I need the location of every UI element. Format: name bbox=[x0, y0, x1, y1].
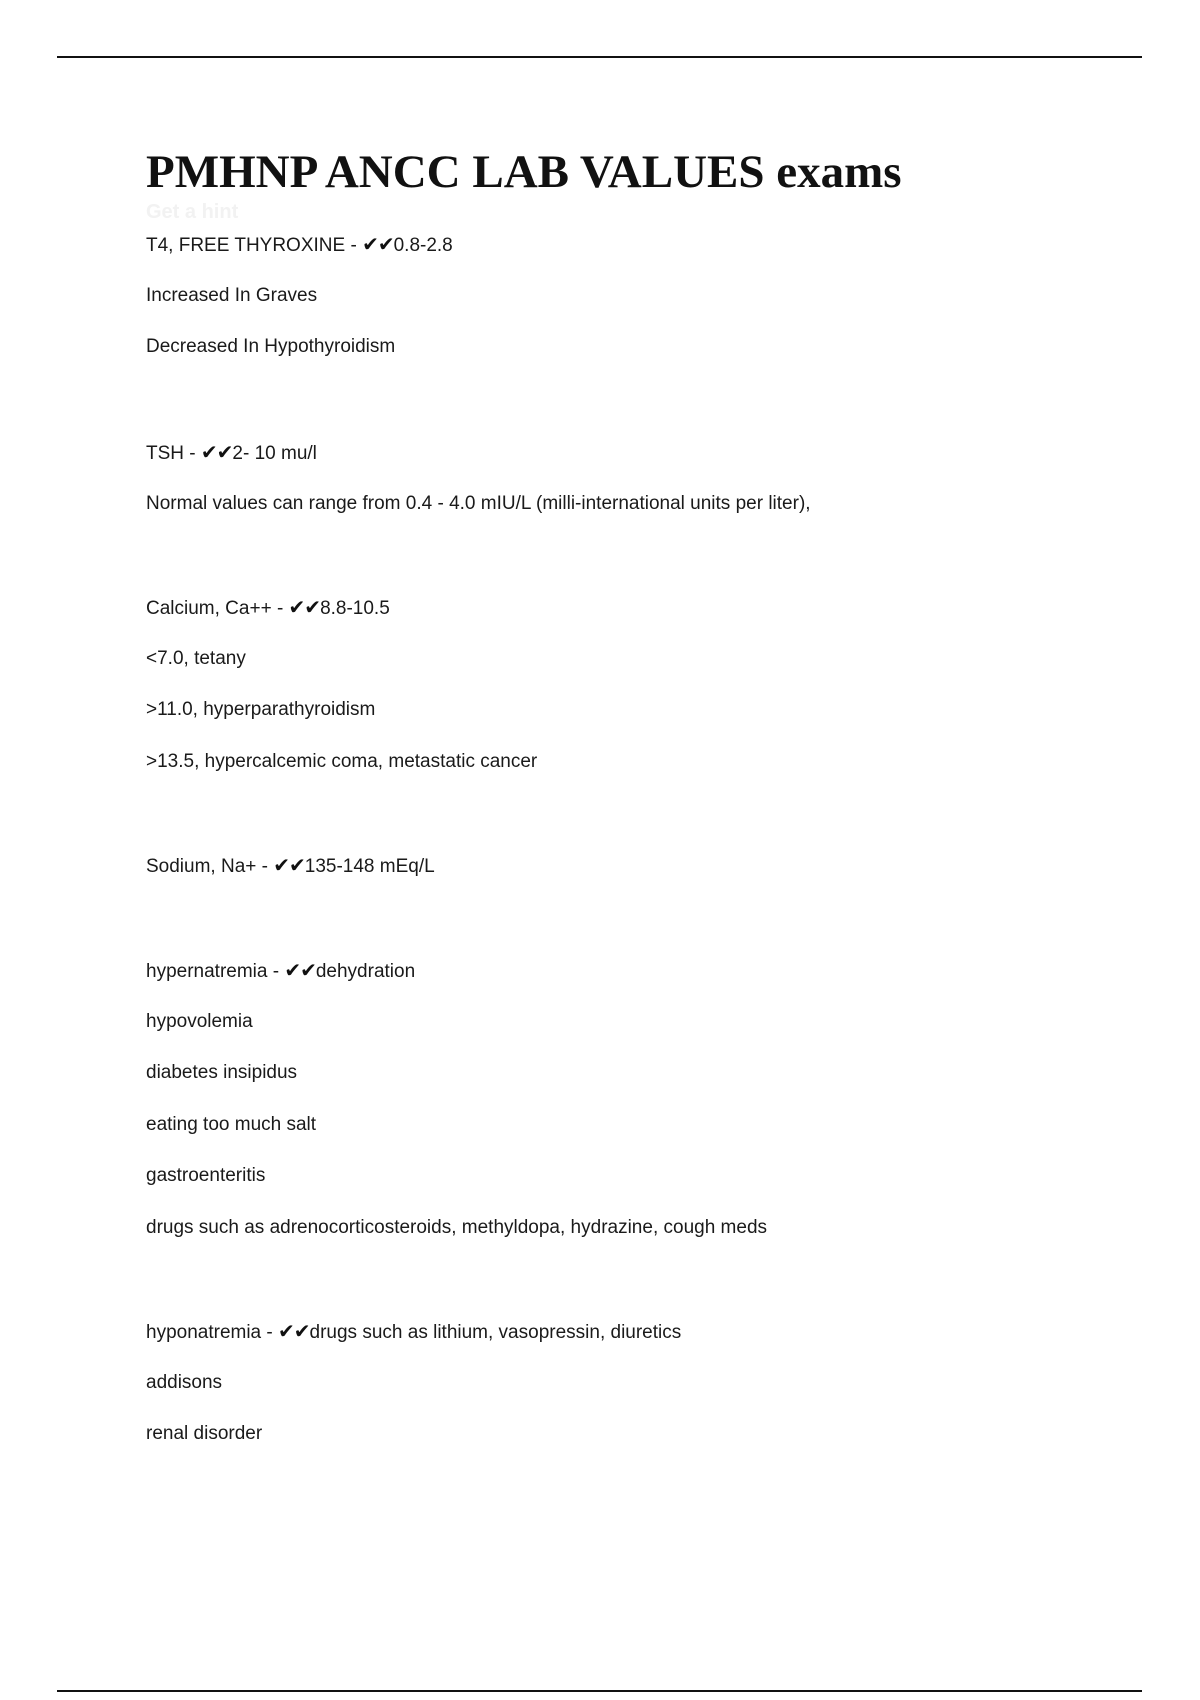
hint-watermark: Get a hint bbox=[146, 201, 239, 223]
footer-rule bbox=[57, 1690, 1142, 1692]
double-check-icon: ✔✔ bbox=[288, 595, 321, 619]
double-check-icon: ✔✔ bbox=[278, 1319, 310, 1343]
answer-text: 2- 10 mu/l bbox=[232, 443, 317, 464]
question-term: T4, FREE THYROXINE - bbox=[146, 235, 363, 256]
answer-text: dehydration bbox=[315, 961, 416, 982]
qa-line bbox=[146, 853, 435, 879]
double-check-icon: ✔✔ bbox=[200, 440, 233, 464]
qa-line bbox=[146, 595, 390, 621]
double-check-icon: ✔✔ bbox=[273, 853, 305, 877]
qa-line bbox=[146, 1319, 681, 1345]
qa-line bbox=[146, 232, 453, 258]
double-check-icon: ✔✔ bbox=[362, 232, 394, 256]
detail-line: Normal values can range from 0.4 - 4.0 mIU/L (milli-international units per liter), bbox=[146, 493, 811, 514]
question-term: hypernatremia - bbox=[146, 961, 285, 982]
detail-line: <7.0, tetany bbox=[146, 648, 246, 669]
detail-line: drugs such as adrenocorticosteroids, methyldopa, hydrazine, cough meds bbox=[146, 1217, 768, 1238]
qa-line bbox=[146, 958, 415, 984]
detail-line: Increased In Graves bbox=[146, 285, 318, 306]
answer-text: 8.8-10.5 bbox=[320, 598, 390, 619]
detail-line: >13.5, hypercalcemic coma, metastatic cancer bbox=[146, 751, 538, 772]
document-title: PMHNP ANCC LAB VALUES exams bbox=[146, 146, 902, 198]
detail-line: renal disorder bbox=[146, 1423, 263, 1444]
qa-line bbox=[146, 440, 317, 466]
detail-line: hypovolemia bbox=[146, 1011, 253, 1032]
detail-line: gastroenteritis bbox=[146, 1165, 266, 1186]
detail-line: diabetes insipidus bbox=[146, 1062, 298, 1083]
detail-line: Decreased In Hypothyroidism bbox=[146, 336, 396, 357]
answer-text: 0.8-2.8 bbox=[393, 235, 453, 256]
detail-line: eating too much salt bbox=[146, 1114, 317, 1135]
answer-text: drugs such as lithium, vasopressin, diuretics bbox=[309, 1322, 682, 1343]
answer-text: 135-148 mEq/L bbox=[304, 856, 435, 877]
double-check-icon: ✔✔ bbox=[284, 958, 316, 982]
header-rule bbox=[57, 56, 1142, 58]
detail-line: >11.0, hyperparathyroidism bbox=[146, 699, 376, 720]
question-term: hyponatremia - bbox=[146, 1322, 279, 1343]
question-term: Calcium, Ca++ - bbox=[146, 598, 289, 619]
question-term: Sodium, Na+ - bbox=[146, 856, 274, 877]
detail-line: addisons bbox=[146, 1372, 223, 1393]
question-term: TSH - bbox=[146, 443, 201, 464]
